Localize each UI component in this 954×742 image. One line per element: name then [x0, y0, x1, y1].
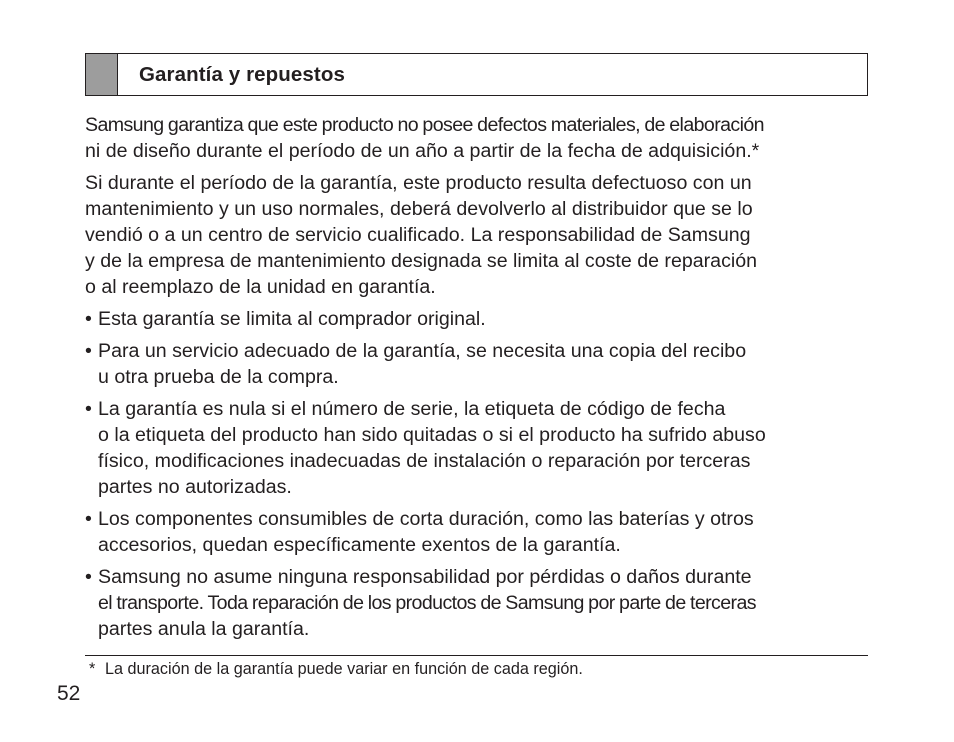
list-item	[85, 564, 875, 642]
list-item-line: el transporte. Toda reparación de los productos de Samsung por parte de terceras	[98, 592, 756, 614]
paragraph-line: mantenimiento y un uso normales, deberá devolverlo al distribuidor que se lo	[85, 198, 753, 220]
list-item-line: • Samsung no asume ninguna responsabilidad por pérdidas o daños durante	[98, 566, 752, 588]
paragraph-line: vendió o a un centro de servicio cualificado. La responsabilidad de Samsung	[85, 224, 751, 246]
list-item-line: u otra prueba de la compra.	[98, 366, 339, 388]
list-item	[85, 338, 875, 390]
warranty-conditions-list	[85, 306, 875, 642]
main-content	[85, 112, 875, 648]
list-item-line: partes anula la garantía.	[98, 618, 310, 640]
list-item-line: físico, modificaciones inadecuadas de instalación o reparación por terceras	[98, 450, 751, 472]
paragraph-line: ni de diseño durante el período de un año a partir de la fecha de adquisición.*	[85, 140, 760, 162]
paragraph-warranty-defects	[85, 170, 875, 300]
footnote-divider	[85, 655, 868, 656]
section-title: Garantía y repuestos	[139, 63, 345, 86]
section-header	[85, 53, 868, 96]
section-header-tab	[86, 54, 118, 95]
footnote-mark: *	[89, 660, 96, 678]
list-item-line: partes no autorizadas.	[98, 476, 292, 498]
paragraph-line: o al reemplazo de la unidad en garantía.	[85, 276, 436, 298]
paragraph-line: Si durante el período de la garantía, este producto resulta defectuoso con un	[85, 172, 752, 194]
footnote-text: La duración de la garantía puede variar en función de cada región.	[105, 660, 583, 678]
list-item-line: • La garantía es nula si el número de serie, la etiqueta de código de fecha	[98, 398, 726, 420]
paragraph-line: Samsung garantiza que este producto no posee defectos materiales, de elaboración	[85, 114, 764, 136]
paragraph-warranty-intro	[85, 112, 875, 164]
list-item-line: o la etiqueta del producto han sido quitadas o si el producto ha sufrido abuso	[98, 424, 766, 446]
list-item-line: • Para un servicio adecuado de la garantía, se necesita una copia del recibo	[98, 340, 747, 362]
list-item	[85, 506, 875, 558]
list-item-line: accesorios, quedan específicamente exentos de la garantía.	[98, 534, 621, 556]
page-number: 52	[57, 682, 81, 705]
list-item-line: • Los componentes consumibles de corta duración, como las baterías y otros	[98, 508, 754, 530]
footnote	[89, 659, 583, 679]
list-item-line: • Esta garantía se limita al comprador original.	[98, 308, 486, 330]
list-item	[85, 396, 875, 500]
paragraph-line: y de la empresa de mantenimiento designada se limita al coste de reparación	[85, 250, 758, 272]
list-item	[85, 306, 875, 332]
